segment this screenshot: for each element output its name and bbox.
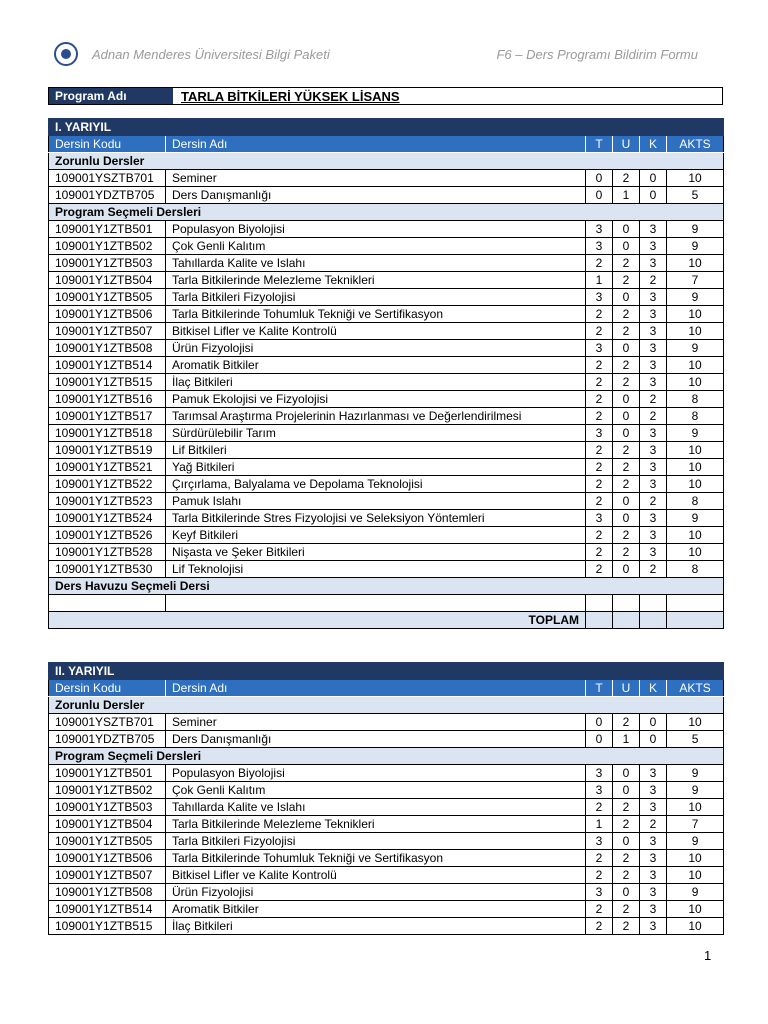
course-code: 109001Y1ZTB528: [49, 544, 166, 561]
course-akts: 9: [667, 340, 724, 357]
course-t: 1: [586, 816, 613, 833]
course-name: Bitkisel Lifler ve Kalite Kontrolü: [166, 323, 586, 340]
course-code: 109001Y1ZTB502: [49, 782, 166, 799]
table-row: [49, 170, 724, 187]
col-header-code: Dersin Kodu: [49, 680, 166, 697]
course-t: 2: [586, 357, 613, 374]
course-t: 3: [586, 765, 613, 782]
table-row: [49, 731, 724, 748]
table-row: [49, 816, 724, 833]
section-title: Program Seçmeli Dersleri: [49, 748, 724, 765]
course-u: 2: [613, 850, 640, 867]
course-t: 2: [586, 527, 613, 544]
course-u: 2: [613, 255, 640, 272]
col-header-akts: AKTS: [667, 136, 724, 153]
course-name: Ürün Fizyolojisi: [166, 884, 586, 901]
course-name: Ürün Fizyolojisi: [166, 340, 586, 357]
course-u: 2: [613, 272, 640, 289]
course-t: 2: [586, 493, 613, 510]
course-akts: 10: [667, 442, 724, 459]
table-row: [49, 459, 724, 476]
course-t: [586, 595, 613, 612]
course-code: 109001Y1ZTB501: [49, 221, 166, 238]
course-t: 2: [586, 544, 613, 561]
course-code: 109001Y1ZTB515: [49, 374, 166, 391]
column-header-row: [49, 680, 724, 697]
course-code: 109001Y1ZTB521: [49, 459, 166, 476]
table-row: [49, 510, 724, 527]
total-akts: [667, 612, 724, 629]
table-row: [49, 714, 724, 731]
header-university: Adnan Menderes Üniversitesi Bilgi Paketi: [92, 47, 330, 62]
semester-table: [48, 662, 724, 935]
table-row: [49, 765, 724, 782]
total-u: [613, 612, 640, 629]
course-name: Pamuk Ekolojisi ve Fizyolojisi: [166, 391, 586, 408]
course-k: 3: [640, 289, 667, 306]
course-k: 3: [640, 374, 667, 391]
section-header-row: [49, 578, 724, 595]
course-name: İlaç Bitkileri: [166, 374, 586, 391]
table-row: [49, 442, 724, 459]
section-title: Ders Havuzu Seçmeli Dersi: [49, 578, 724, 595]
course-k: 3: [640, 544, 667, 561]
course-u: 2: [613, 306, 640, 323]
course-u: 0: [613, 884, 640, 901]
course-k: 2: [640, 272, 667, 289]
page-number: 1: [704, 948, 712, 963]
course-name: Populasyon Biyolojisi: [166, 765, 586, 782]
course-t: 2: [586, 374, 613, 391]
course-code: [49, 595, 166, 612]
table-row: [49, 493, 724, 510]
course-code: 109001Y1ZTB507: [49, 867, 166, 884]
course-t: 2: [586, 918, 613, 935]
header-form-title: F6 – Ders Programı Bildirim Formu: [496, 47, 698, 62]
course-akts: 10: [667, 714, 724, 731]
university-seal-icon: [54, 42, 78, 66]
table-row: [49, 408, 724, 425]
course-u: 2: [613, 816, 640, 833]
course-name: Seminer: [166, 714, 586, 731]
course-name: Aromatik Bitkiler: [166, 901, 586, 918]
table-row: [49, 867, 724, 884]
course-code: 109001Y1ZTB519: [49, 442, 166, 459]
course-code: 109001Y1ZTB507: [49, 323, 166, 340]
total-k: [640, 612, 667, 629]
section-title: Zorunlu Dersler: [49, 153, 724, 170]
table-row: [49, 561, 724, 578]
course-akts: 8: [667, 408, 724, 425]
course-u: 0: [613, 408, 640, 425]
course-u: 2: [613, 799, 640, 816]
semester-title: I. YARIYIL: [49, 119, 724, 136]
course-u: 2: [613, 323, 640, 340]
course-akts: 9: [667, 238, 724, 255]
course-u: 0: [613, 425, 640, 442]
course-code: 109001Y1ZTB526: [49, 527, 166, 544]
course-k: 3: [640, 442, 667, 459]
course-code: 109001Y1ZTB503: [49, 799, 166, 816]
course-name: [166, 595, 586, 612]
course-name: Populasyon Biyolojisi: [166, 221, 586, 238]
course-name: Çok Genli Kalıtım: [166, 782, 586, 799]
program-row: [48, 87, 723, 105]
course-t: 2: [586, 459, 613, 476]
course-k: 3: [640, 323, 667, 340]
course-code: 109001Y1ZTB501: [49, 765, 166, 782]
course-t: 3: [586, 425, 613, 442]
course-akts: 10: [667, 459, 724, 476]
table-row: [49, 323, 724, 340]
col-header-u: U: [613, 136, 640, 153]
program-name: TARLA BİTKİLERİ YÜKSEK LİSANS: [181, 89, 400, 104]
course-u: 2: [613, 476, 640, 493]
course-k: 2: [640, 493, 667, 510]
course-u: 0: [613, 391, 640, 408]
course-t: 0: [586, 170, 613, 187]
course-k: 3: [640, 918, 667, 935]
course-akts: 9: [667, 425, 724, 442]
course-akts: 5: [667, 731, 724, 748]
table-row: [49, 595, 724, 612]
course-u: 0: [613, 510, 640, 527]
course-akts: 10: [667, 374, 724, 391]
course-code: 109001Y1ZTB506: [49, 306, 166, 323]
table-row: [49, 799, 724, 816]
course-t: 0: [586, 731, 613, 748]
course-u: 2: [613, 901, 640, 918]
course-k: 3: [640, 799, 667, 816]
course-t: 2: [586, 442, 613, 459]
course-k: 2: [640, 561, 667, 578]
course-k: 3: [640, 476, 667, 493]
course-akts: 10: [667, 918, 724, 935]
table-row: [49, 221, 724, 238]
course-name: Tarla Bitkileri Fizyolojisi: [166, 833, 586, 850]
course-name: Nişasta ve Şeker Bitkileri: [166, 544, 586, 561]
table-row: [49, 544, 724, 561]
course-name: Tarla Bitkilerinde Stres Fizyolojisi ve Seleksiyon Yöntemleri: [166, 510, 586, 527]
table-row: [49, 272, 724, 289]
course-akts: 10: [667, 170, 724, 187]
course-code: 109001YSZTB701: [49, 714, 166, 731]
course-u: 2: [613, 170, 640, 187]
course-code: 109001Y1ZTB530: [49, 561, 166, 578]
course-t: 1: [586, 272, 613, 289]
course-u: 0: [613, 782, 640, 799]
course-t: 2: [586, 306, 613, 323]
course-k: 3: [640, 833, 667, 850]
course-code: 109001Y1ZTB508: [49, 340, 166, 357]
course-k: 0: [640, 731, 667, 748]
course-name: Çok Genli Kalıtım: [166, 238, 586, 255]
course-name: Tarla Bitkilerinde Melezleme Teknikleri: [166, 816, 586, 833]
course-t: 3: [586, 340, 613, 357]
course-akts: 5: [667, 187, 724, 204]
course-akts: 10: [667, 476, 724, 493]
course-t: 0: [586, 187, 613, 204]
course-name: Tahıllarda Kalite ve Islahı: [166, 255, 586, 272]
course-name: Pamuk Islahı: [166, 493, 586, 510]
course-t: 2: [586, 867, 613, 884]
course-code: 109001Y1ZTB516: [49, 391, 166, 408]
semester-title: II. YARIYIL: [49, 663, 724, 680]
course-code: 109001Y1ZTB504: [49, 816, 166, 833]
table-row: [49, 289, 724, 306]
total-t: [586, 612, 613, 629]
course-code: 109001Y1ZTB505: [49, 833, 166, 850]
course-akts: 9: [667, 510, 724, 527]
course-code: 109001Y1ZTB517: [49, 408, 166, 425]
course-u: 0: [613, 238, 640, 255]
course-k: 3: [640, 884, 667, 901]
course-t: 2: [586, 391, 613, 408]
col-header-name: Dersin Adı: [166, 680, 586, 697]
total-label: TOPLAM: [49, 612, 586, 629]
course-k: 3: [640, 782, 667, 799]
table-row: [49, 340, 724, 357]
table-row: [49, 850, 724, 867]
course-t: 2: [586, 323, 613, 340]
course-akts: 8: [667, 493, 724, 510]
course-name: Tarla Bitkilerinde Tohumluk Tekniği ve Sertifikasyon: [166, 306, 586, 323]
course-k: [640, 595, 667, 612]
course-t: 3: [586, 884, 613, 901]
course-k: 0: [640, 714, 667, 731]
course-k: 3: [640, 306, 667, 323]
course-u: 2: [613, 459, 640, 476]
course-t: 3: [586, 782, 613, 799]
course-u: 0: [613, 765, 640, 782]
course-k: 2: [640, 391, 667, 408]
program-label: Program Adı: [49, 88, 173, 104]
col-header-u: U: [613, 680, 640, 697]
course-k: 3: [640, 901, 667, 918]
table-row: [49, 306, 724, 323]
table-row: [49, 187, 724, 204]
course-code: 109001Y1ZTB524: [49, 510, 166, 527]
course-code: 109001Y1ZTB504: [49, 272, 166, 289]
table-row: [49, 918, 724, 935]
col-header-t: T: [586, 680, 613, 697]
course-name: Seminer: [166, 170, 586, 187]
course-u: 2: [613, 918, 640, 935]
section-header-row: [49, 748, 724, 765]
course-k: 3: [640, 850, 667, 867]
course-akts: 10: [667, 799, 724, 816]
semester-title-row: [49, 663, 724, 680]
course-u: 2: [613, 527, 640, 544]
course-akts: 9: [667, 765, 724, 782]
course-code: 109001Y1ZTB522: [49, 476, 166, 493]
course-akts: 10: [667, 323, 724, 340]
course-name: Tarla Bitkilerinde Melezleme Teknikleri: [166, 272, 586, 289]
section-header-row: [49, 697, 724, 714]
section-header-row: [49, 204, 724, 221]
course-akts: 8: [667, 391, 724, 408]
course-k: 3: [640, 357, 667, 374]
course-code: 109001Y1ZTB503: [49, 255, 166, 272]
course-name: Ders Danışmanlığı: [166, 731, 586, 748]
course-t: 2: [586, 799, 613, 816]
course-akts: 10: [667, 850, 724, 867]
col-header-akts: AKTS: [667, 680, 724, 697]
course-k: 3: [640, 459, 667, 476]
course-code: 109001YDZTB705: [49, 187, 166, 204]
course-code: 109001Y1ZTB506: [49, 850, 166, 867]
course-k: 0: [640, 187, 667, 204]
section-title: Zorunlu Dersler: [49, 697, 724, 714]
course-u: 0: [613, 289, 640, 306]
course-akts: [667, 595, 724, 612]
course-u: 2: [613, 867, 640, 884]
course-k: 3: [640, 238, 667, 255]
course-t: 3: [586, 833, 613, 850]
col-header-t: T: [586, 136, 613, 153]
course-code: 109001Y1ZTB508: [49, 884, 166, 901]
col-header-name: Dersin Adı: [166, 136, 586, 153]
course-k: 3: [640, 527, 667, 544]
course-name: Çırçırlama, Balyalama ve Depolama Teknolojisi: [166, 476, 586, 493]
course-name: Ders Danışmanlığı: [166, 187, 586, 204]
course-name: Bitkisel Lifler ve Kalite Kontrolü: [166, 867, 586, 884]
table-row: [49, 255, 724, 272]
course-code: 109001YSZTB701: [49, 170, 166, 187]
course-t: 3: [586, 510, 613, 527]
course-akts: 7: [667, 272, 724, 289]
table-row: [49, 391, 724, 408]
course-k: 3: [640, 221, 667, 238]
course-u: 1: [613, 731, 640, 748]
table-row: [49, 238, 724, 255]
course-name: Lif Bitkileri: [166, 442, 586, 459]
course-akts: 10: [667, 544, 724, 561]
course-akts: 10: [667, 901, 724, 918]
course-t: 2: [586, 850, 613, 867]
course-u: 2: [613, 374, 640, 391]
course-akts: 7: [667, 816, 724, 833]
course-u: 0: [613, 561, 640, 578]
course-t: 2: [586, 561, 613, 578]
course-k: 2: [640, 816, 667, 833]
course-code: 109001Y1ZTB514: [49, 357, 166, 374]
course-k: 2: [640, 408, 667, 425]
course-name: Tarımsal Araştırma Projelerinin Hazırlanması ve Değerlendirilmesi: [166, 408, 586, 425]
course-t: 2: [586, 901, 613, 918]
table-row: [49, 374, 724, 391]
course-t: 0: [586, 714, 613, 731]
course-code: 109001Y1ZTB518: [49, 425, 166, 442]
course-code: 109001Y1ZTB514: [49, 901, 166, 918]
semester-table: [48, 118, 724, 629]
col-header-code: Dersin Kodu: [49, 136, 166, 153]
section-title: Program Seçmeli Dersleri: [49, 204, 724, 221]
course-name: Tahıllarda Kalite ve Islahı: [166, 799, 586, 816]
course-k: 3: [640, 765, 667, 782]
course-name: İlaç Bitkileri: [166, 918, 586, 935]
course-k: 3: [640, 425, 667, 442]
course-k: 0: [640, 170, 667, 187]
course-k: 3: [640, 255, 667, 272]
course-t: 2: [586, 408, 613, 425]
course-code: 109001Y1ZTB523: [49, 493, 166, 510]
course-name: Keyf Bitkileri: [166, 527, 586, 544]
table-row: [49, 425, 724, 442]
page-header: [52, 41, 712, 69]
course-u: 0: [613, 340, 640, 357]
course-akts: 9: [667, 289, 724, 306]
course-name: Lif Teknolojisi: [166, 561, 586, 578]
col-header-k: K: [640, 136, 667, 153]
course-u: 2: [613, 442, 640, 459]
col-header-k: K: [640, 680, 667, 697]
course-code: 109001Y1ZTB505: [49, 289, 166, 306]
course-t: 2: [586, 255, 613, 272]
course-akts: 9: [667, 884, 724, 901]
course-name: Sürdürülebilir Tarım: [166, 425, 586, 442]
course-code: 109001Y1ZTB515: [49, 918, 166, 935]
course-name: Yağ Bitkileri: [166, 459, 586, 476]
course-code: 109001Y1ZTB502: [49, 238, 166, 255]
course-u: [613, 595, 640, 612]
table-row: [49, 357, 724, 374]
course-code: 109001YDZTB705: [49, 731, 166, 748]
course-u: 2: [613, 714, 640, 731]
semester-title-row: [49, 119, 724, 136]
course-akts: 10: [667, 306, 724, 323]
course-u: 0: [613, 493, 640, 510]
course-u: 2: [613, 357, 640, 374]
course-akts: 9: [667, 221, 724, 238]
course-t: 2: [586, 476, 613, 493]
table-row: [49, 901, 724, 918]
course-t: 3: [586, 289, 613, 306]
course-u: 1: [613, 187, 640, 204]
course-u: 0: [613, 833, 640, 850]
course-k: 3: [640, 867, 667, 884]
course-name: Tarla Bitkilerinde Tohumluk Tekniği ve Sertifikasyon: [166, 850, 586, 867]
section-header-row: [49, 153, 724, 170]
table-row: [49, 833, 724, 850]
total-row: [49, 612, 724, 629]
course-akts: 10: [667, 357, 724, 374]
course-t: 3: [586, 221, 613, 238]
course-u: 2: [613, 544, 640, 561]
course-akts: 10: [667, 867, 724, 884]
course-u: 0: [613, 221, 640, 238]
table-row: [49, 527, 724, 544]
course-k: 3: [640, 340, 667, 357]
course-akts: 10: [667, 255, 724, 272]
course-akts: 10: [667, 527, 724, 544]
table-row: [49, 476, 724, 493]
column-header-row: [49, 136, 724, 153]
course-name: Tarla Bitkileri Fizyolojisi: [166, 289, 586, 306]
course-name: Aromatik Bitkiler: [166, 357, 586, 374]
course-k: 3: [640, 510, 667, 527]
course-akts: 9: [667, 782, 724, 799]
course-akts: 8: [667, 561, 724, 578]
table-row: [49, 884, 724, 901]
course-akts: 9: [667, 833, 724, 850]
table-row: [49, 782, 724, 799]
course-t: 3: [586, 238, 613, 255]
